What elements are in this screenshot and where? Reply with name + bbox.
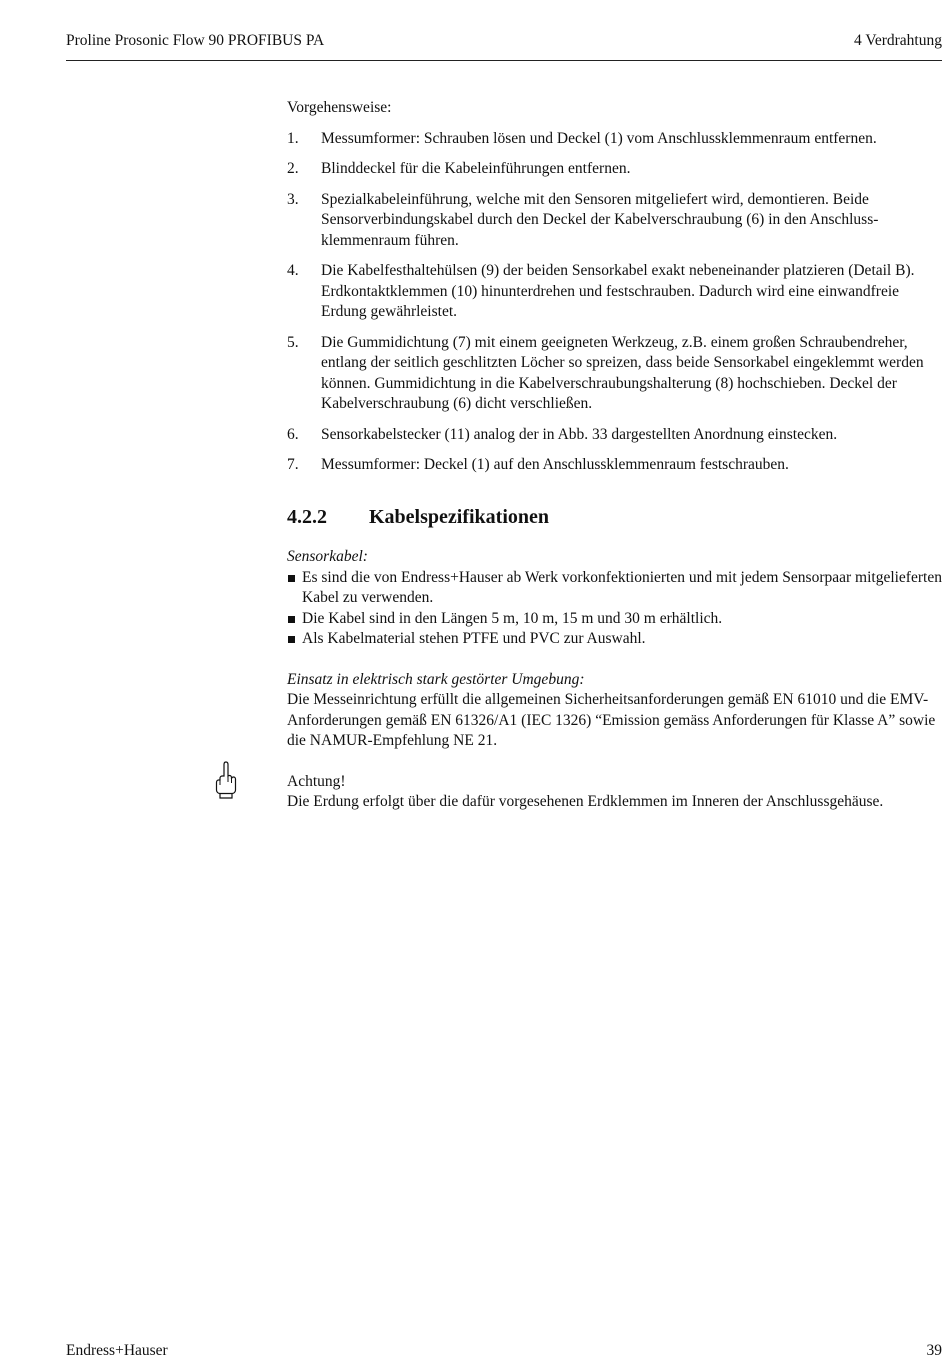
procedure-step <box>287 129 942 150</box>
procedure-step <box>287 159 942 180</box>
square-bullet-icon <box>288 575 295 582</box>
step-number: 7. <box>287 456 299 473</box>
procedure-step <box>287 425 942 446</box>
section-heading <box>287 507 942 528</box>
document-title: Proline Prosonic Flow 90 PROFIBUS PA <box>66 32 325 49</box>
section-number: 4.2.2 <box>287 505 327 528</box>
page-number: 39 <box>926 1342 942 1359</box>
warning-note <box>287 772 942 813</box>
list-item <box>287 629 942 650</box>
footer-brand: Endress+Hauser <box>66 1342 168 1359</box>
list-item-text: Es sind die von Endress+Hauser ab Werk vorkonfektionierten und mit jedem Sensorpaar mitgelieferten Kabel zu verwenden. <box>302 568 942 606</box>
step-text: Blinddeckel für die Kabeleinführungen entfernen. <box>321 160 631 177</box>
step-number: 1. <box>287 129 299 147</box>
procedure-step <box>287 261 942 323</box>
page-header <box>66 32 942 61</box>
sensor-cable-label: Sensorkabel: <box>287 548 368 565</box>
procedure-intro: Vorgehensweise: <box>287 99 392 116</box>
procedure-step <box>287 333 942 415</box>
step-number: 4. <box>287 262 299 279</box>
step-text: Sensorkabelstecker (11) analog der in Abb. 33 dargestellten Anordnung einstecken. <box>321 425 838 443</box>
step-number: 6. <box>287 425 299 443</box>
main-content <box>287 98 942 813</box>
list-item <box>287 568 942 609</box>
sensor-cable-list <box>287 568 942 650</box>
step-text: Die Gummidichtung (7) mit einem geeigneten Werkzeug, z.B. einem großen Schraubendreher, entlang der seitlich geschlitzten Löcher so spreizen, dass beide Sensorkabel eingeklemmt werden können. Gummidichtung in die Kabelverschraubungshalterung (8) hochschieben. Deckel der Kabelverschraubung (6) dicht verschließen. <box>321 333 924 412</box>
warning-title: Achtung! <box>287 772 346 790</box>
list-item-text: Die Kabel sind in den Längen 5 m, 10 m, 15 m und 30 m erhältlich. <box>302 609 723 627</box>
list-item <box>287 609 942 630</box>
procedure-step <box>287 455 942 476</box>
procedure-steps <box>287 129 942 476</box>
procedure-step <box>287 190 942 252</box>
step-text: Messumformer: Deckel (1) auf den Anschlussklemmenraum festschrauben. <box>321 456 789 473</box>
step-number: 3. <box>287 190 299 208</box>
interference-text: Die Messeinrichtung erfüllt die allgemeinen Sicherheitsanforderungen gemäß EN 61010 und die EMV-Anforderungen gemäß EN 61326/A1 (IEC 1326) “Emission gemäss Anforderungen für Klasse A” sowie die NAMUR-Empfehlung NE 21. <box>287 691 936 749</box>
step-number: 2. <box>287 160 299 177</box>
step-number: 5. <box>287 333 299 351</box>
pointing-hand-icon <box>214 760 238 800</box>
interference-label: Einsatz in elektrisch stark gestörter Umgebung: <box>287 670 585 688</box>
square-bullet-icon <box>288 616 295 623</box>
step-text: Die Kabelfesthaltehülsen (9) der beiden Sensorkabel exakt nebeneinander platzieren (Detail B). Erdkontaktklemmen (10) hinunterdrehen und festschrauben. Dadurch wird eine einwandfreie Erdung gewährleistet. <box>321 262 915 320</box>
step-text: Messumformer: Schrauben lösen und Deckel (1) vom Anschlussklemmenraum entfernen. <box>321 129 877 147</box>
list-item-text: Als Kabelmaterial stehen PTFE und PVC zur Auswahl. <box>302 630 646 647</box>
warning-text: Die Erdung erfolgt über die dafür vorgesehenen Erdklemmen im Inneren der Anschlussgehäuse. <box>287 793 884 810</box>
step-text: Spezialkabeleinführung, welche mit den Sensoren mitgeliefert wird, demontieren. Beide Sensorverbindungskabel durch den Deckel der Kabelverschraubung (6) in den Anschlussklemmenraum führen. <box>321 190 879 249</box>
section-title: Kabelspezifikationen <box>369 505 550 528</box>
square-bullet-icon <box>288 636 295 643</box>
chapter-title: 4 Verdrahtung <box>854 32 942 49</box>
